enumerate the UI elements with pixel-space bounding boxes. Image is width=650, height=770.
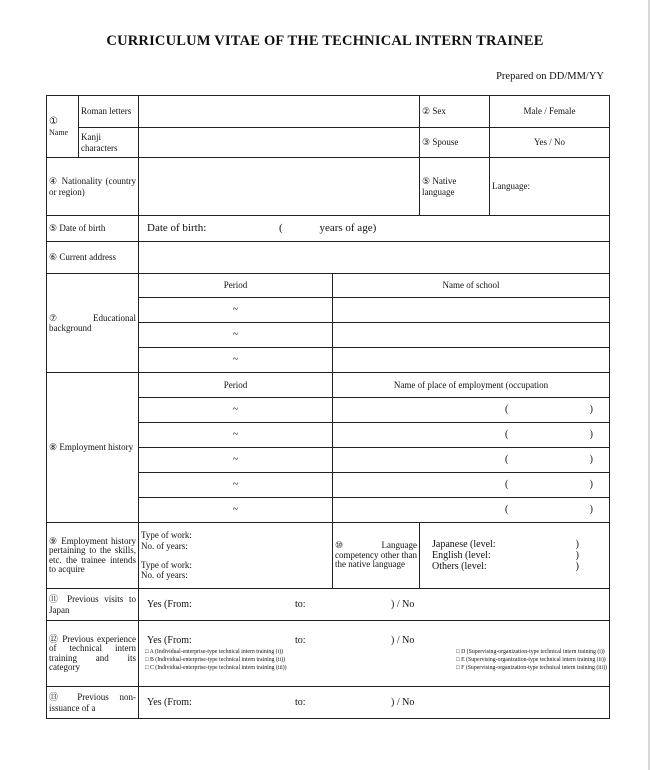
option-a-checkbox[interactable]: □ A (Individual-enterprise-type technical intern training (i)) bbox=[145, 649, 284, 656]
dob-field[interactable]: Date of birth: ( years of age) bbox=[139, 216, 610, 242]
kanji-name-field[interactable] bbox=[139, 128, 420, 158]
language-competency-field[interactable]: Japanese (level: ) English (level: ) Others (level: ) bbox=[420, 523, 610, 589]
name-label: Name bbox=[49, 127, 69, 137]
non-issuance-label: ⑬ Previous non-issuance of a bbox=[47, 687, 139, 719]
cv-table bbox=[46, 95, 610, 719]
kanji-characters-label: Kanji characters bbox=[79, 128, 139, 158]
option-d-checkbox[interactable]: □ D (Supervising-organization-type technical intern training (i)) bbox=[456, 649, 605, 656]
option-c-checkbox[interactable]: □ C (Individual-enterprise-type technical intern training (iii)) bbox=[145, 664, 287, 671]
education-school-1[interactable] bbox=[333, 298, 610, 323]
name-label-cell: ① Name bbox=[47, 96, 79, 158]
employment-place-1[interactable]: ( ) bbox=[333, 398, 610, 423]
education-period-2[interactable]: ~ bbox=[139, 323, 333, 348]
education-period-1[interactable]: ~ bbox=[139, 298, 333, 323]
native-language-label: ⑤ Native language bbox=[420, 158, 490, 216]
skills-history-field[interactable]: Type of work: No. of years: Type of work: No. of years: bbox=[139, 523, 333, 589]
education-period-3[interactable]: ~ bbox=[139, 348, 333, 373]
spouse-label: ③ Spouse bbox=[420, 128, 490, 158]
employment-place-3[interactable]: ( ) bbox=[333, 448, 610, 473]
option-e-checkbox[interactable]: □ E (Supervising-organization-type technical intern training (ii)) bbox=[456, 656, 606, 663]
employment-period-3[interactable]: ~ bbox=[139, 448, 333, 473]
spouse-value[interactable]: Yes / No bbox=[490, 128, 610, 158]
previous-experience-label: ⑫ Previous experience of technical intern training and its category bbox=[47, 621, 139, 687]
employment-period-4[interactable]: ~ bbox=[139, 473, 333, 498]
employment-period-header: Period bbox=[139, 373, 333, 398]
employment-place-header: Name of place of employment (occupation bbox=[333, 373, 610, 398]
previous-visits-label: ⑪ Previous visits to Japan bbox=[47, 589, 139, 621]
dob-label: ⑤ Date of birth bbox=[47, 216, 139, 242]
skills-history-label: ⑨ Employment history pertaining to the skills, etc. the trainee intends to acquire bbox=[47, 523, 139, 589]
education-school-3[interactable] bbox=[333, 348, 610, 373]
employment-place-5[interactable]: ( ) bbox=[333, 498, 610, 523]
roman-letters-label: Roman letters bbox=[79, 96, 139, 128]
sex-label: ② Sex bbox=[420, 96, 490, 128]
employment-place-2[interactable]: ( ) bbox=[333, 423, 610, 448]
education-label: ⑦ Educational background bbox=[47, 274, 139, 373]
employment-period-2[interactable]: ~ bbox=[139, 423, 333, 448]
employment-period-5[interactable]: ~ bbox=[139, 498, 333, 523]
employment-place-4[interactable]: ( ) bbox=[333, 473, 610, 498]
education-period-header: Period bbox=[139, 274, 333, 298]
previous-visits-field[interactable]: Yes (From: to: ) / No bbox=[139, 589, 610, 621]
employment-label: ⑧ Employment history bbox=[47, 373, 139, 523]
address-field[interactable] bbox=[139, 242, 610, 274]
option-b-checkbox[interactable]: □ B (Individual-enterprise-type technical intern training (ii)) bbox=[145, 656, 285, 663]
education-school-2[interactable] bbox=[333, 323, 610, 348]
address-label: ⑥ Current address bbox=[47, 242, 139, 274]
non-issuance-field[interactable]: Yes (From: to: ) / No bbox=[139, 687, 610, 719]
sex-value[interactable]: Male / Female bbox=[490, 96, 610, 128]
native-language-field[interactable]: Language: bbox=[490, 158, 610, 216]
nationality-label: ④ Nationality (country or region) bbox=[47, 158, 139, 216]
option-f-checkbox[interactable]: □ F (Supervising-organization-type technical intern training (iii)) bbox=[456, 664, 607, 671]
language-competency-label: ⑩ Language competency other than the native language bbox=[333, 523, 420, 589]
previous-experience-field[interactable]: Yes (From: to: ) / No □ A (Individual-enterprise-type technical intern training (i)) □ B (Individual-enterprise-type technical intern training (ii)) □ C (Individual-enterprise-type technical intern training (iii)) □ D (Supervising-organization-type technical intern training (i)) □ E (Supervising-organization-type technical intern training (ii)) □ F (Supervising-organization-type technical intern training (iii)) bbox=[139, 621, 610, 687]
roman-name-field[interactable] bbox=[139, 96, 420, 128]
nationality-field[interactable] bbox=[139, 158, 420, 216]
form-title: CURRICULUM VITAE OF THE TECHNICAL INTERN TRAINEE bbox=[106, 33, 544, 49]
prepared-on-date: Prepared on DD/MM/YY bbox=[496, 71, 604, 82]
employment-period-1[interactable]: ~ bbox=[139, 398, 333, 423]
education-school-header: Name of school bbox=[333, 274, 610, 298]
